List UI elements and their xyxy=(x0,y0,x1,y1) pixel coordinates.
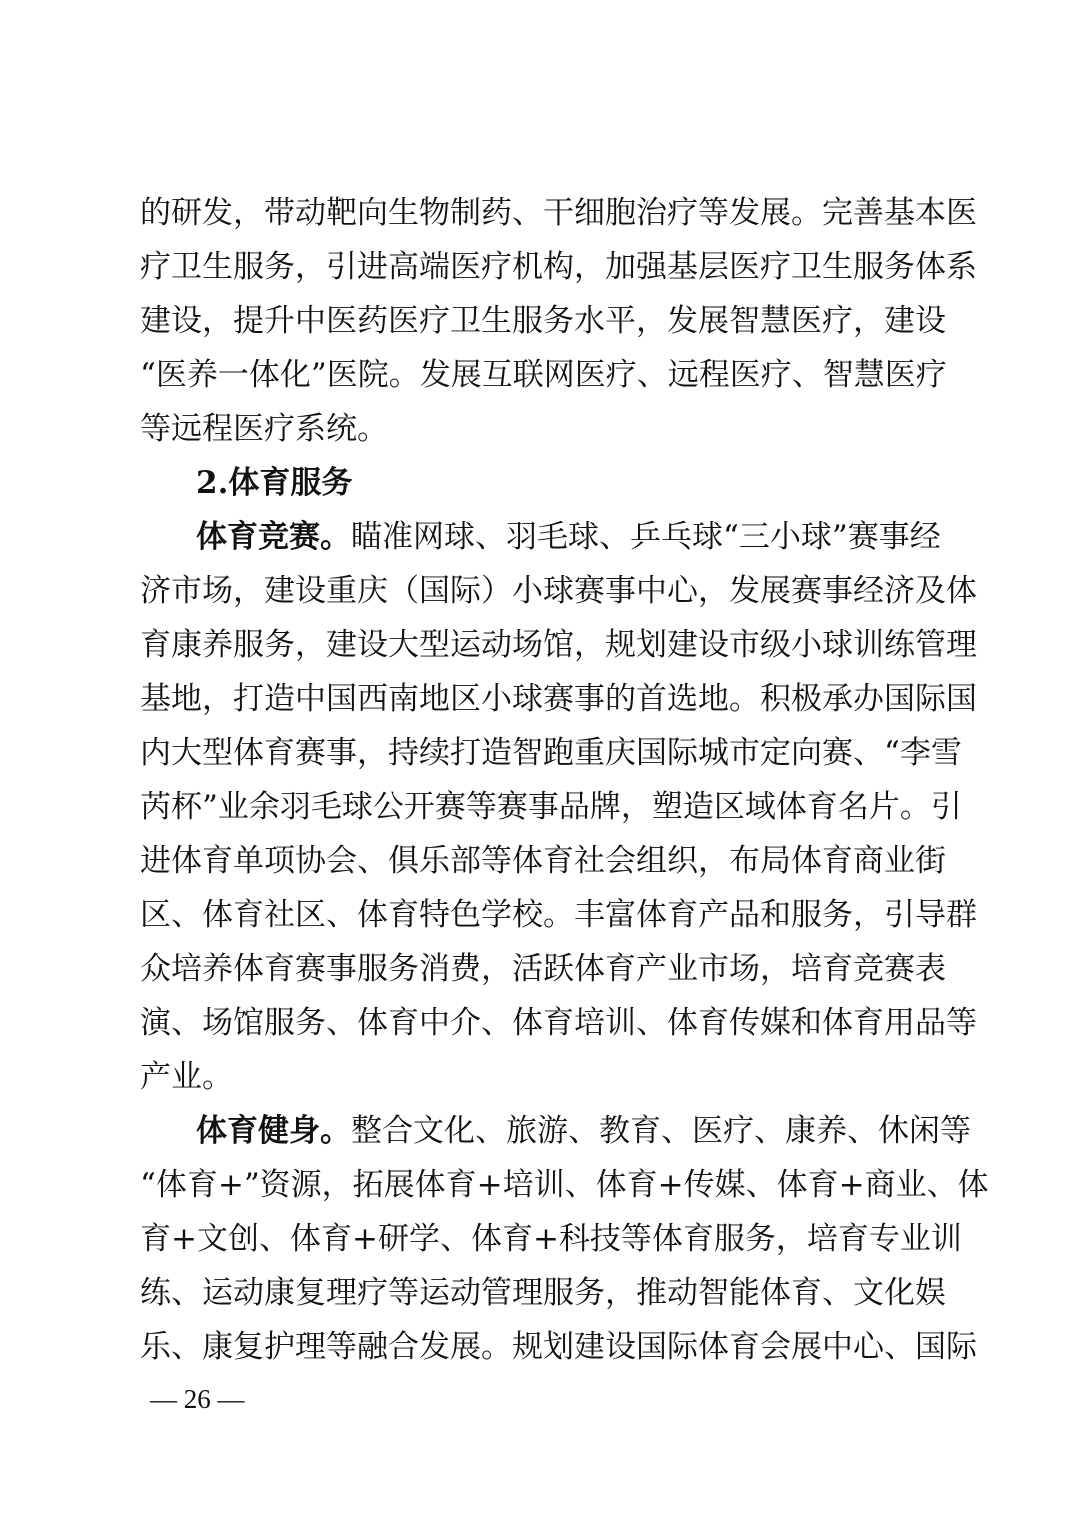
text-line: 众培养体育赛事服务消费，活跃体育产业市场，培育竞赛表 xyxy=(140,951,946,987)
text-line: 育康养服务，建设大型运动场馆，规划建设市级小球训练管理 xyxy=(140,627,977,663)
text-line: 疗卫生服务，引进高端医疗机构，加强基层医疗卫生服务体系 xyxy=(140,249,977,285)
text-line: “医养一体化”医院。发展互联网医疗、远程医疗、智慧医疗 xyxy=(140,357,947,393)
text-line: 产业。 xyxy=(140,1059,233,1095)
text-line: 育+文创、体育+研学、体育+科技等体育服务，培育专业训 xyxy=(140,1221,962,1257)
text-line: 乐、康复护理等融合发展。规划建设国际体育会展中心、国际 xyxy=(140,1329,977,1365)
text-line: 进体育单项协会、俱乐部等体育社会组织，布局体育商业街 xyxy=(140,843,946,879)
section-heading: 2.体育服务 xyxy=(196,465,353,501)
text-line: 芮杯”业余羽毛球公开赛等赛事品牌，塑造区域体育名片。引 xyxy=(140,789,962,825)
text-line xyxy=(140,510,941,564)
text-line xyxy=(140,1104,971,1158)
text-line: 演、场馆服务、体育中介、体育培训、体育传媒和体育用品等 xyxy=(140,1005,977,1041)
lead-in-bold: 体育健身。 xyxy=(196,1113,351,1149)
paragraph-sports-competition xyxy=(140,510,977,1104)
text-line: 济市场，建设重庆（国际）小球赛事中心，发展赛事经济及体 xyxy=(140,573,977,609)
text-line: “体育+”资源，拓展体育+培训、体育+传媒、体育+商业、体 xyxy=(140,1167,989,1203)
page-number: — 26 — xyxy=(150,1384,245,1414)
text-line: 内大型体育赛事，持续打造智跑重庆国际城市定向赛、“李雪 xyxy=(140,735,962,771)
text-line: 区、体育社区、体育特色学校。丰富体育产品和服务，引导群 xyxy=(140,897,977,933)
text-span: 整合文化、旅游、教育、医疗、康养、休闲等 xyxy=(351,1113,971,1149)
text-line: 建设，提升中医药医疗卫生服务水平，发展智慧医疗，建设 xyxy=(140,303,946,339)
text-span: 瞄准网球、羽毛球、乒乓球“三小球”赛事经 xyxy=(351,519,941,555)
lead-in-bold: 体育竞赛。 xyxy=(196,519,351,555)
text-line: 的研发，带动靶向生物制药、干细胞治疗等发展。完善基本医 xyxy=(140,195,977,231)
text-line: 基地，打造中国西南地区小球赛事的首选地。积极承办国际国 xyxy=(140,681,977,717)
text-line: 等远程医疗系统。 xyxy=(140,411,388,447)
paragraph-medical xyxy=(140,186,977,456)
text-line: 练、运动康复理疗等运动管理服务，推动智能体育、文化娱 xyxy=(140,1275,946,1311)
document-body xyxy=(140,186,989,1374)
paragraph-sports-fitness xyxy=(140,1104,989,1374)
